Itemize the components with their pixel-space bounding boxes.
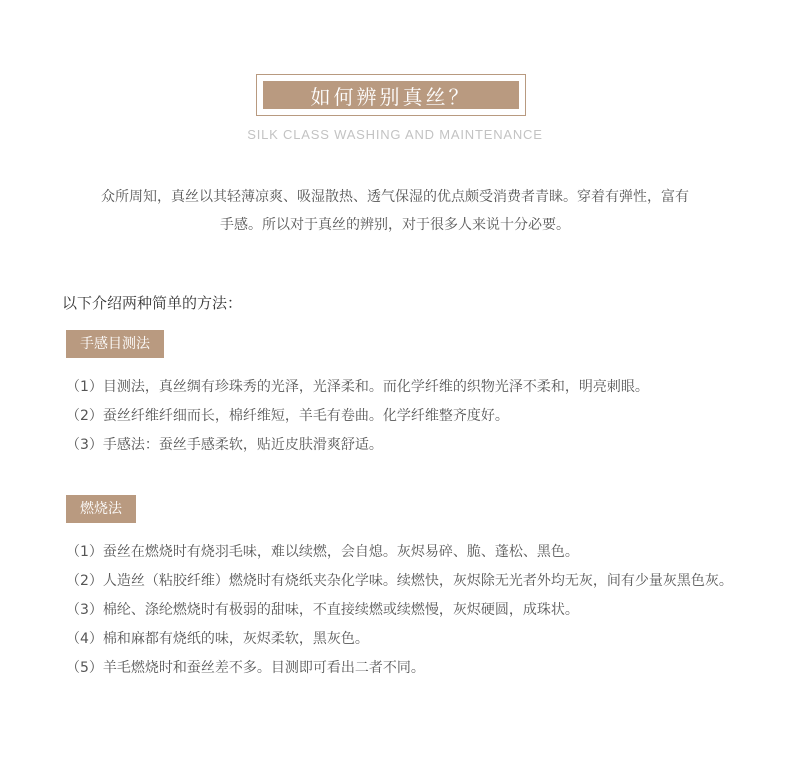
intro-line: 众所周知，真丝以其轻薄凉爽、吸湿散热、透气保湿的优点颇受消费者青睐。穿着有弹性，富有 [101, 189, 689, 205]
item-text: 人造丝（粘胶纤维）燃烧时有烧纸夹杂化学味。续燃快，灰烬除无光者外均无灰，间有少量灰黑色灰。 [102, 573, 733, 589]
item-text: 手感法：蚕丝手感柔软，贴近皮肤滑爽舒适。 [102, 437, 383, 453]
list-item [66, 402, 756, 431]
item-number: （4） [66, 631, 103, 647]
list-item [66, 654, 756, 683]
item-number: （1） [66, 379, 103, 395]
item-text: 蚕丝纤维纤细而长，棉纤维短，羊毛有卷曲。化学纤维整齐度好。 [102, 408, 509, 424]
methods-lead: 以下介绍两种简单的方法： [62, 294, 243, 312]
title-frame [256, 74, 526, 116]
list-item [66, 567, 756, 596]
intro-paragraph [40, 183, 750, 239]
item-number: （2） [66, 408, 103, 424]
touch-visual-list [66, 373, 756, 460]
list-item [66, 373, 756, 402]
intro-line: 手感。所以对于真丝的辨别，对于很多人来说十分必要。 [220, 217, 570, 233]
page-subtitle: SILK CLASS WASHING AND MAINTENANCE [247, 127, 543, 142]
list-item [66, 538, 756, 567]
item-number: （5） [66, 660, 103, 676]
item-number: （1） [66, 544, 103, 560]
item-text: 蚕丝在燃烧时有烧羽毛味，难以续燃，会自熄。灰烬易碎、脆、蓬松、黑色。 [102, 544, 579, 560]
page-title: 如何辨别真丝？ [263, 81, 519, 109]
item-text: 目测法，真丝绸有珍珠秀的光泽，光泽柔和。而化学纤维的织物光泽不柔和，明亮刺眼。 [102, 379, 649, 395]
list-item [66, 596, 756, 625]
item-text: 棉和麻都有烧纸的味，灰烬柔软，黑灰色。 [102, 631, 369, 647]
item-number: （2） [66, 573, 103, 589]
section-badge-touch-visual: 手感目测法 [66, 330, 164, 358]
list-item [66, 625, 756, 654]
item-text: 棉纶、涤纶燃烧时有极弱的甜味，不直接续燃或续燃慢，灰烬硬圆，成珠状。 [102, 602, 579, 618]
item-text: 羊毛燃烧时和蚕丝差不多。目测即可看出二者不同。 [102, 660, 425, 676]
burning-list [66, 538, 756, 683]
section-badge-burning: 燃烧法 [66, 495, 136, 523]
list-item [66, 431, 756, 460]
item-number: （3） [66, 437, 103, 453]
item-number: （3） [66, 602, 103, 618]
